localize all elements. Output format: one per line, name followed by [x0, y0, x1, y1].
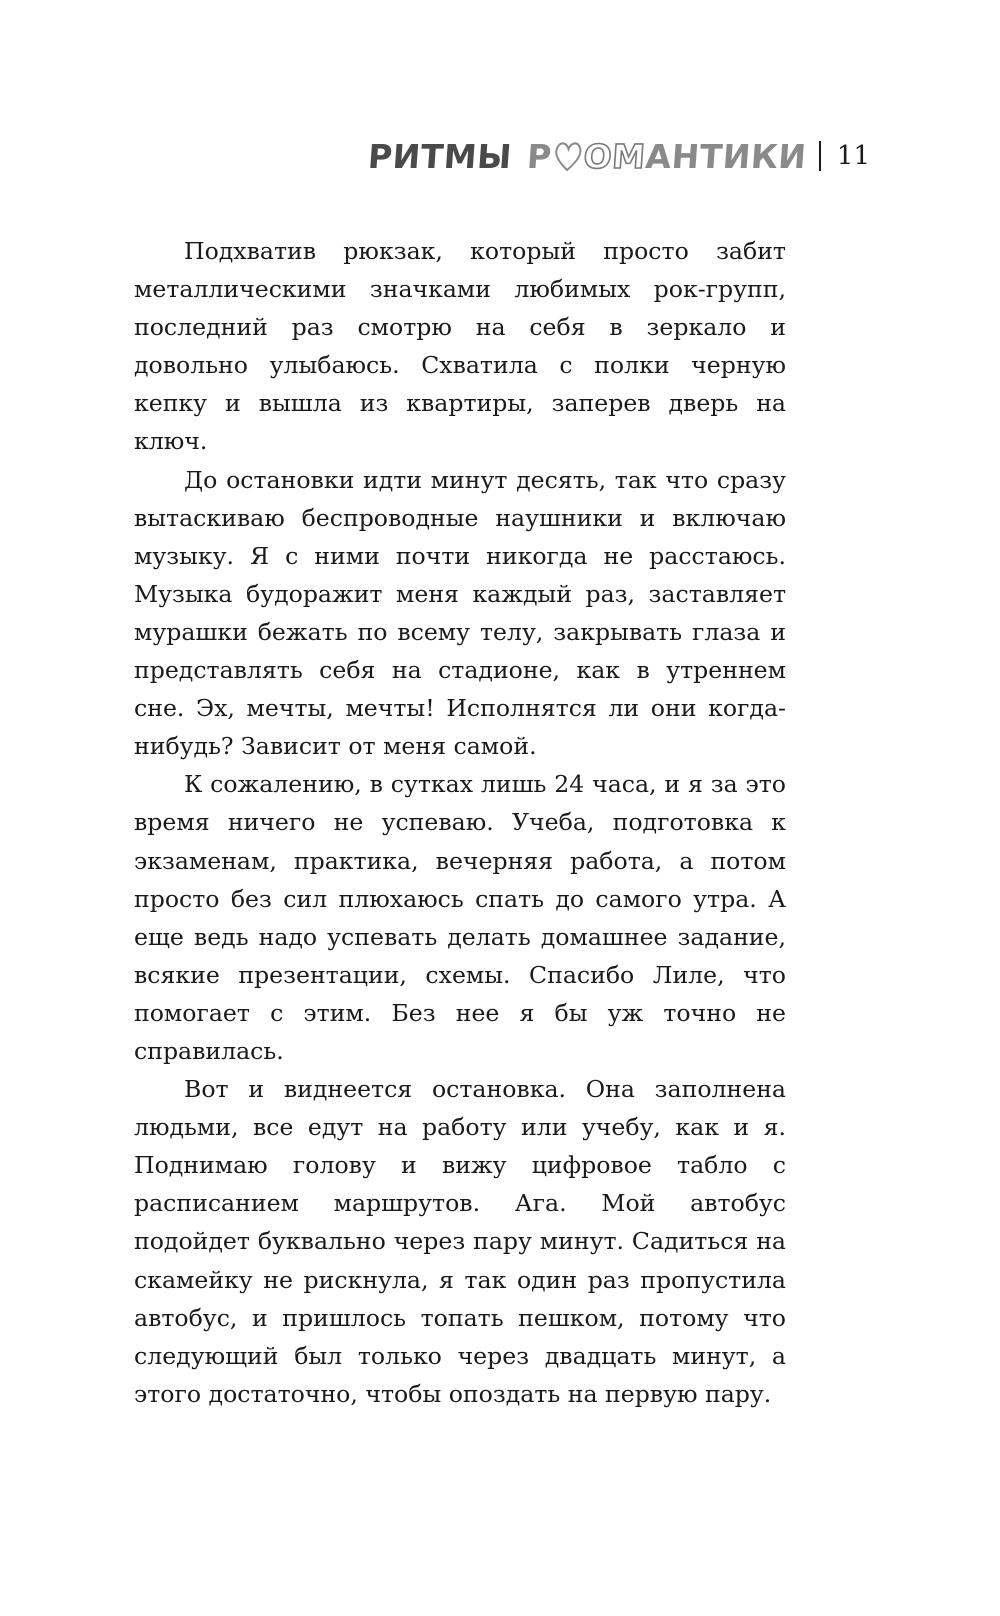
header-separator [819, 141, 821, 171]
series-title-word2-outline: ОМ [582, 136, 648, 176]
running-header [368, 128, 870, 184]
heart-icon [552, 139, 584, 173]
paragraph: Подхватив рюкзак, который просто забит металлическими значками любимых рок-групп, последний раз смотрю на себя в зеркало и довольно улыбаюсь. Схватила с полки черную кепку и вышла из квартиры, заперев дверь на ключ. [134, 237, 786, 456]
page-number: 11 [836, 141, 870, 171]
series-title-word1: РИТМЫ [366, 136, 513, 176]
paragraph: Вот и виднеется остановка. Она заполнена людьми, все едут на работу или учебу, как и я. Поднимаю голову и вижу цифровое табло с расписанием маршрутов. Ага. Мой автобус подойдет буквально через пару минут. Садиться на скамейку не рискнула, я так один раз пропустила автобус, и пришлось топать пешком, потому что следующий был только через двадцать минут, а этого достаточно, чтобы опоздать на первую пару. [134, 1075, 786, 1408]
series-title-word2 [526, 137, 808, 176]
series-title-word2-rest: АНТИКИ [644, 136, 809, 176]
series-logo [368, 137, 807, 176]
series-title-word2-first-letter: Р [526, 136, 554, 176]
paragraph: До остановки идти минут десять, так что сразу вытаскиваю беспроводные наушники и включаю музыку. Я с ними почти никогда не расстаюсь. Музыка будоражит меня каждый раз, заставляет мурашки бежать по всему телу, закрывать глаза и представлять себя на стадионе, как в утреннем сне. Эх, мечты, мечты! Исполнятся ли они когда-нибудь? Зависит от меня самой. [134, 465, 786, 761]
body-text [134, 232, 786, 1413]
paragraph: К сожалению, в сутках лишь 24 часа, и я за это время ничего не успеваю. Учеба, подготовка к экзаменам, практика, вечерняя работа, а потом просто без сил плюхаюсь спать до самого утра. А еще ведь надо успевать делать домашнее задание, всякие презентации, схемы. Спасибо Лиле, что помогает с этим. Без нее я бы уж точно не справилась. [134, 770, 786, 1065]
